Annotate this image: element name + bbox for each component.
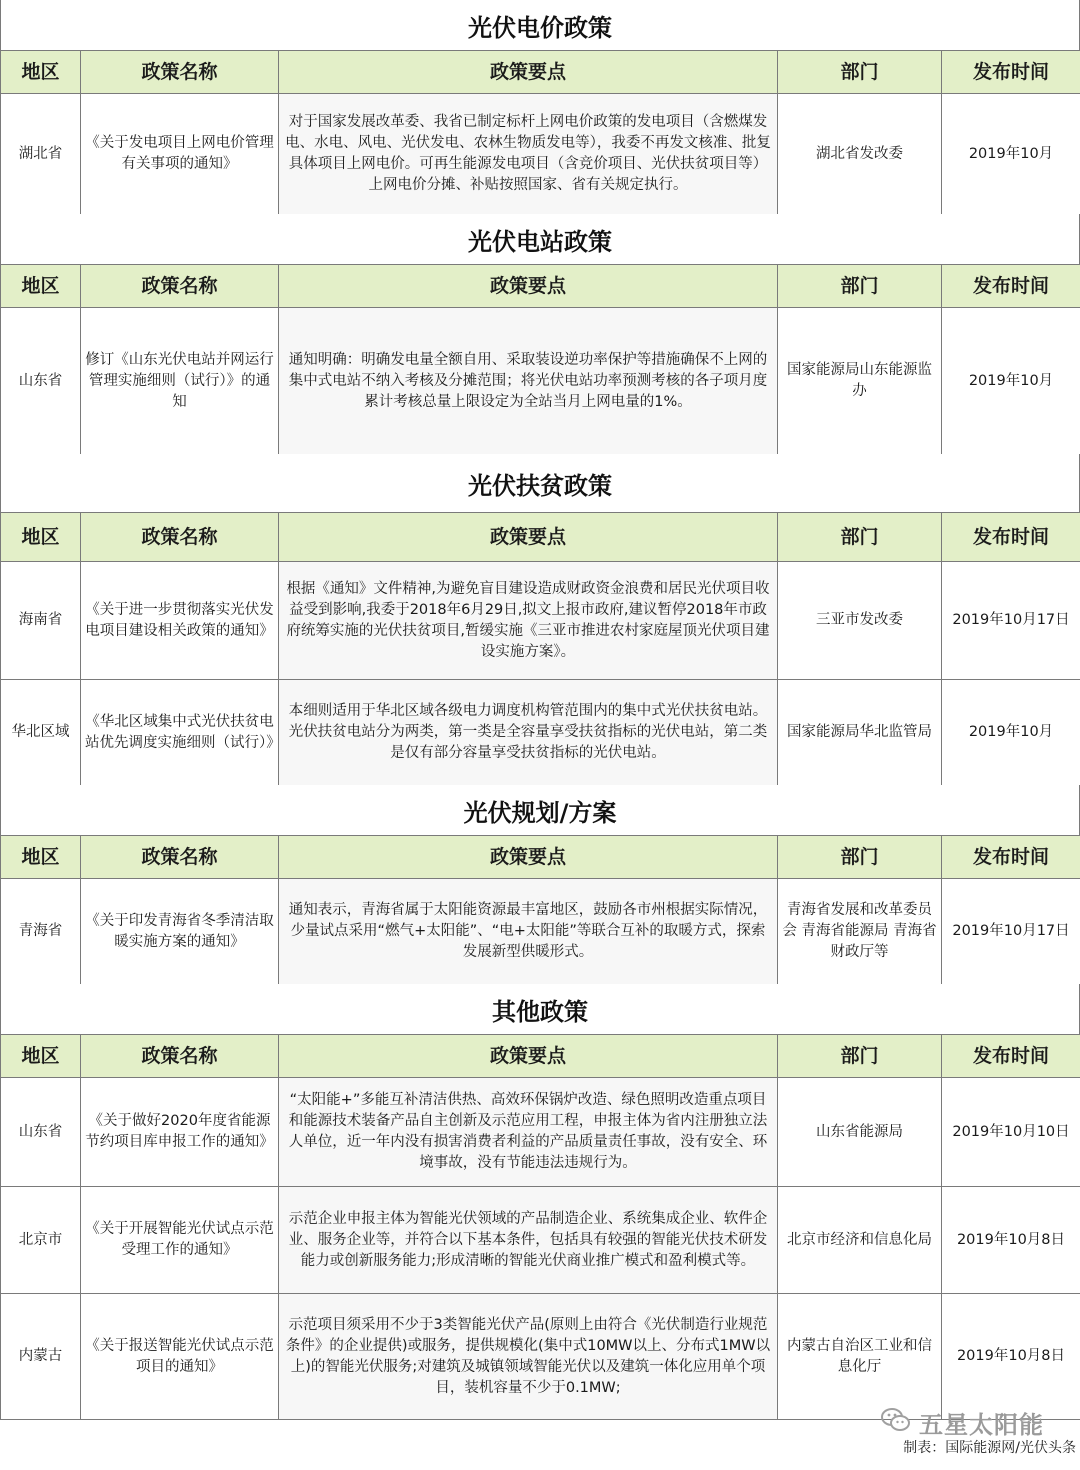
table-poverty	[0, 512, 1080, 786]
cell-dept: 青海省发展和改革委员会 青海省能源局 青海省财政厅等	[778, 879, 942, 985]
cell-date: 2019年10月8日	[942, 1294, 1080, 1420]
header-date: 发布时间	[942, 265, 1080, 308]
cell-dept: 山东省能源局	[778, 1078, 942, 1187]
table-row	[1, 1187, 1080, 1294]
header-region: 地区	[1, 265, 81, 308]
header-dept: 部门	[778, 51, 942, 94]
table-row	[1, 1078, 1080, 1187]
header-points: 政策要点	[279, 1035, 778, 1078]
cell-name: 《关于发电项目上网电价管理有关事项的通知》	[81, 94, 279, 215]
cell-name: 《华北区域集中式光伏扶贫电站优先调度实施细则（试行）》	[81, 680, 279, 786]
header-name: 政策名称	[81, 265, 279, 308]
header-name: 政策名称	[81, 836, 279, 879]
table-row	[1, 308, 1080, 455]
header-points: 政策要点	[279, 265, 778, 308]
table-row	[1, 94, 1080, 215]
section-title-pricing: 光伏电价政策	[0, 0, 1080, 50]
table-header-row	[1, 51, 1080, 94]
header-region: 地区	[1, 51, 81, 94]
section-title-other: 其他政策	[0, 984, 1080, 1034]
watermark-logo	[881, 1405, 1044, 1440]
cell-date: 2019年10月17日	[942, 562, 1080, 680]
cell-region: 海南省	[1, 562, 81, 680]
header-region: 地区	[1, 1035, 81, 1078]
header-points: 政策要点	[279, 836, 778, 879]
cell-name: 《关于开展智能光伏试点示范受理工作的通知》	[81, 1187, 279, 1294]
header-dept: 部门	[778, 1035, 942, 1078]
table-station	[0, 264, 1080, 455]
cell-date: 2019年10月	[942, 94, 1080, 215]
table-header-row	[1, 1035, 1080, 1078]
cell-points: 示范企业申报主体为智能光伏领域的产品制造企业、系统集成企业、软件企业、服务企业等，并符合以下基本条件，包括具有较强的智能光伏技术研发能力或创新服务能力;形成清晰的智能光伏商业推广模式和盈利模式等。	[279, 1187, 778, 1294]
cell-name: 修订《山东光伏电站并网运行管理实施细则（试行）》的通知	[81, 308, 279, 455]
table-other	[0, 1034, 1080, 1420]
cell-date: 2019年10月17日	[942, 879, 1080, 985]
table-pricing	[0, 50, 1080, 215]
wechat-icon	[881, 1407, 911, 1439]
table-header-row	[1, 265, 1080, 308]
cell-date: 2019年10月10日	[942, 1078, 1080, 1187]
cell-name: 《关于做好2020年度省能源节约项目库申报工作的通知》	[81, 1078, 279, 1187]
watermark-text: 五星太阳能	[919, 1411, 1044, 1439]
table-credit: 制表：国际能源网/光伏头条	[903, 1440, 1076, 1456]
header-dept: 部门	[778, 265, 942, 308]
header-date: 发布时间	[942, 513, 1080, 562]
table-row	[1, 562, 1080, 680]
cell-points: “太阳能+”多能互补清洁供热、高效环保锅炉改造、绿色照明改造重点项目和能源技术装备产品自主创新及示范应用工程，申报主体为省内注册独立法人单位，近一年内没有损害消费者利益的产品质量责任事故，没有安全、环境事故，没有节能违法违规行为。	[279, 1078, 778, 1187]
header-name: 政策名称	[81, 1035, 279, 1078]
header-points: 政策要点	[279, 513, 778, 562]
cell-dept: 国家能源局华北监管局	[778, 680, 942, 786]
cell-points: 本细则适用于华北区域各级电力调度机构管范围内的集中式光伏扶贫电站。光伏扶贫电站分为两类，第一类是全容量享受扶贫指标的光伏电站，第二类是仅有部分容量享受扶贫指标的光伏电站。	[279, 680, 778, 786]
cell-region: 华北区域	[1, 680, 81, 786]
header-points: 政策要点	[279, 51, 778, 94]
table-header-row	[1, 836, 1080, 879]
cell-date: 2019年10月	[942, 308, 1080, 455]
header-region: 地区	[1, 836, 81, 879]
table-header-row	[1, 513, 1080, 562]
cell-points: 通知表示，青海省属于太阳能资源最丰富地区，鼓励各市州根据实际情况，少量试点采用“燃气+太阳能”、“电+太阳能”等联合互补的取暖方式，探索发展新型供暖形式。	[279, 879, 778, 985]
cell-points: 根据《通知》文件精神,为避免盲目建设造成财政资金浪费和居民光伏项目收益受到影响,我委于2018年6月29日,拟文上报市政府,建议暂停2018年市政府统筹实施的光伏扶贫项目,暂缓实施《三亚市推进农村家庭屋顶光伏项目建设实施方案》。	[279, 562, 778, 680]
cell-region: 青海省	[1, 879, 81, 985]
cell-dept: 三亚市发改委	[778, 562, 942, 680]
header-dept: 部门	[778, 513, 942, 562]
header-region: 地区	[1, 513, 81, 562]
cell-region: 内蒙古	[1, 1294, 81, 1420]
header-name: 政策名称	[81, 513, 279, 562]
table-row	[1, 1294, 1080, 1420]
cell-region: 山东省	[1, 1078, 81, 1187]
cell-name: 《关于进一步贯彻落实光伏发电项目建设相关政策的通知》	[81, 562, 279, 680]
cell-date: 2019年10月	[942, 680, 1080, 786]
header-date: 发布时间	[942, 51, 1080, 94]
cell-region: 北京市	[1, 1187, 81, 1294]
cell-dept: 内蒙古自治区工业和信息化厅	[778, 1294, 942, 1420]
header-date: 发布时间	[942, 836, 1080, 879]
cell-name: 《关于报送智能光伏试点示范项目的通知》	[81, 1294, 279, 1420]
cell-points: 通知明确：明确发电量全额自用、采取装设逆功率保护等措施确保不上网的集中式电站不纳入考核及分摊范围；将光伏电站功率预测考核的各子项月度累计考核总量上限设定为全站当月上网电量的1%。	[279, 308, 778, 455]
cell-dept: 湖北省发改委	[778, 94, 942, 215]
section-title-station: 光伏电站政策	[0, 214, 1080, 264]
header-name: 政策名称	[81, 51, 279, 94]
cell-dept: 北京市经济和信息化局	[778, 1187, 942, 1294]
cell-region: 山东省	[1, 308, 81, 455]
table-planning	[0, 835, 1080, 985]
cell-points: 示范项目须采用不少于3类智能光伏产品(原则上由符合《光伏制造行业规范条件》的企业提供)或服务，提供规模化(集中式10MW以上、分布式1MW以上)的智能光伏服务;对建筑及城镇领域智能光伏以及建筑一体化应用单个项目，装机容量不少于0.1MW;	[279, 1294, 778, 1420]
cell-dept: 国家能源局山东能源监办	[778, 308, 942, 455]
table-row	[1, 680, 1080, 786]
cell-date: 2019年10月8日	[942, 1187, 1080, 1294]
header-date: 发布时间	[942, 1035, 1080, 1078]
cell-points: 对于国家发展改革委、我省已制定标杆上网电价政策的发电项目（含燃煤发电、水电、风电、光伏发电、农林生物质发电等），我委不再发文核准、批复具体项目上网电价。可再生能源发电项目（含竞价项目、光伏扶贫项目等）上网电价分摊、补贴按照国家、省有关规定执行。	[279, 94, 778, 215]
cell-name: 《关于印发青海省冬季清洁取暖实施方案的通知》	[81, 879, 279, 985]
header-dept: 部门	[778, 836, 942, 879]
section-title-poverty: 光伏扶贫政策	[0, 454, 1080, 512]
table-row	[1, 879, 1080, 985]
cell-region: 湖北省	[1, 94, 81, 215]
section-title-planning: 光伏规划/方案	[0, 785, 1080, 835]
